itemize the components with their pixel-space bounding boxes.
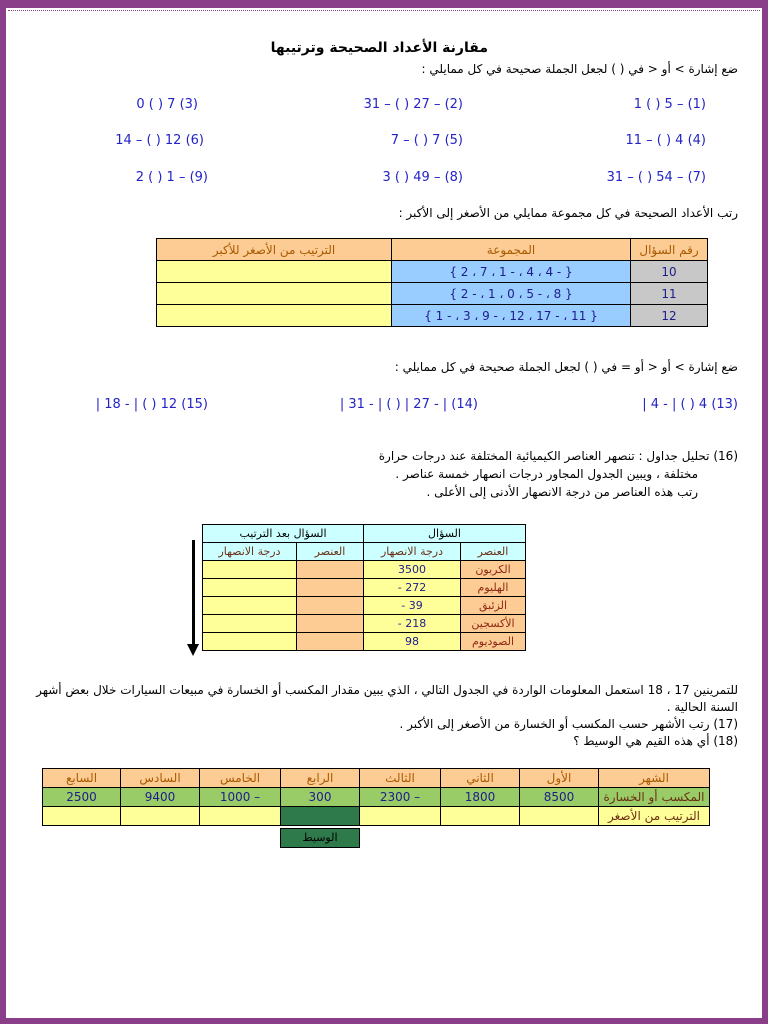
answer-cell[interactable] xyxy=(297,579,364,597)
section5-line: للتمرينين 17 ، 18 استعمل المعلومات الواردة في الجدول التالي ، الذي يبين مقدار المكسب أو الخسارة في مبيعات السيارات خلال بعض أشهر xyxy=(36,683,738,697)
answer-cell[interactable] xyxy=(203,561,297,579)
melting-table xyxy=(202,524,526,651)
table-row: الهليوم 272 - xyxy=(203,579,526,597)
section1-instruction: ضع إشارة > أو < في ( ) لجعل الجملة صحيحة في كل ممايلي : xyxy=(421,62,738,76)
median-label: الوسيط xyxy=(280,828,360,848)
table-header: الخامس xyxy=(200,769,281,788)
exercise-item: | 4 - | ( ) 4 (13) xyxy=(642,397,738,412)
table-row: المكسب أو الخسارة 8500 1800 – 2300 300 – 1000 9400 2500 xyxy=(43,788,710,807)
answer-cell[interactable] xyxy=(121,807,200,826)
answer-cell[interactable] xyxy=(200,807,281,826)
section3-instruction: ضع إشارة > أو < أو = في ( ) لجعل الجملة صحيحة في كل ممايلي : xyxy=(394,360,738,374)
answer-cell[interactable] xyxy=(360,807,441,826)
answer-cell[interactable] xyxy=(157,283,392,305)
answer-cell[interactable] xyxy=(297,633,364,651)
answer-cell[interactable] xyxy=(297,561,364,579)
table-header: الثالث xyxy=(360,769,441,788)
exercise-item: 0 ( ) 7 (3) xyxy=(136,97,198,112)
section2-instruction: رتب الأعداد الصحيحة في كل مجموعة ممايلي من الأصغر إلى الأكبر : xyxy=(398,206,738,220)
answer-cell[interactable] xyxy=(297,597,364,615)
answer-cell[interactable] xyxy=(203,597,297,615)
exercise-item: 14 – ( ) 12 (6) xyxy=(115,133,204,148)
table-row: الزئبق 39 - xyxy=(203,597,526,615)
table-row: الترتيب من الأصغر xyxy=(43,807,710,826)
answer-cell[interactable] xyxy=(157,261,392,283)
table-header: رقم السؤال xyxy=(631,239,708,261)
table-row: الأكسجين 218 - xyxy=(203,615,526,633)
table-header: الرابع xyxy=(281,769,360,788)
answer-cell[interactable] xyxy=(441,807,520,826)
section4-line: مختلفة ، ويبين الجدول المجاور درجات انصهار خمسة عناصر . xyxy=(395,467,698,481)
table-header: درجة الانصهار xyxy=(203,543,297,561)
ordering-table xyxy=(156,238,708,327)
down-arrow-icon xyxy=(192,540,195,646)
table-header: الترتيب من الأصغر للأكبر xyxy=(157,239,392,261)
answer-cell[interactable] xyxy=(157,305,392,327)
section5-line: (18) أي هذه القيم هي الوسيط ؟ xyxy=(573,734,738,748)
exercise-item: 11 – ( ) 4 (4) xyxy=(625,133,706,148)
table-header: الثاني xyxy=(441,769,520,788)
page-title: مقارنة الأعداد الصحيحة وترتيبها xyxy=(270,40,488,56)
table-header: السؤال بعد الترتيب xyxy=(203,525,364,543)
table-row: 11 { 2 - ، 1 ، 0 ، 5 - ، 8 } xyxy=(157,283,708,305)
exercise-item: 3 ( ) 49 – (8) xyxy=(382,170,463,185)
answer-cell[interactable] xyxy=(203,615,297,633)
exercise-item: 1 ( ) 5 – (1) xyxy=(633,97,706,112)
sales-table xyxy=(42,768,710,826)
median-cell[interactable] xyxy=(281,807,360,826)
exercise-item: 31 – ( ) 54 – (7) xyxy=(606,170,706,185)
table-row: الكربون 3500 xyxy=(203,561,526,579)
page-border-inner xyxy=(8,10,760,1016)
table-header: الأول xyxy=(520,769,599,788)
section4-line: رتب هذه العناصر من درجة الانصهار الأدنى إلى الأعلى . xyxy=(426,485,698,499)
table-row: الصوديوم 98 xyxy=(203,633,526,651)
answer-cell[interactable] xyxy=(43,807,121,826)
exercise-item: 2 ( ) 1 – (9) xyxy=(135,170,208,185)
answer-cell[interactable] xyxy=(203,633,297,651)
section5-line: السنة الحالية . xyxy=(666,700,738,714)
section4-line: (16) تحليل جداول : تنصهر العناصر الكيميائية المختلفة عند درجات حرارة xyxy=(378,449,738,463)
table-header: السادس xyxy=(121,769,200,788)
answer-cell[interactable] xyxy=(520,807,599,826)
exercise-item: 31 – ( ) 27 – (2) xyxy=(363,97,463,112)
exercise-item: | 31 - | ( ) | 27 - | (14) xyxy=(339,397,478,412)
table-row: 12 { 1 - ، 3 ، 9 - ، 12 ، 17 - ، 11 } xyxy=(157,305,708,327)
table-header: المجموعة xyxy=(392,239,631,261)
table-header: العنصر xyxy=(461,543,526,561)
table-header: السؤال xyxy=(364,525,526,543)
table-header: درجة الانصهار xyxy=(364,543,461,561)
table-row: 10 { 2 ، 7 ، 1 - ، 4 ، 4 - } xyxy=(157,261,708,283)
arrow-head-icon xyxy=(187,644,199,656)
table-header: السابع xyxy=(43,769,121,788)
section5-line: (17) رتب الأشهر حسب المكسب أو الخسارة من الأصغر إلى الأكبر . xyxy=(399,717,738,731)
answer-cell[interactable] xyxy=(297,615,364,633)
answer-cell[interactable] xyxy=(203,579,297,597)
table-header: الشهر xyxy=(599,769,710,788)
exercise-item: 7 – ( ) 7 (5) xyxy=(390,133,463,148)
exercise-item: | 18 - | ( ) 12 (15) xyxy=(95,397,208,412)
table-header: العنصر xyxy=(297,543,364,561)
